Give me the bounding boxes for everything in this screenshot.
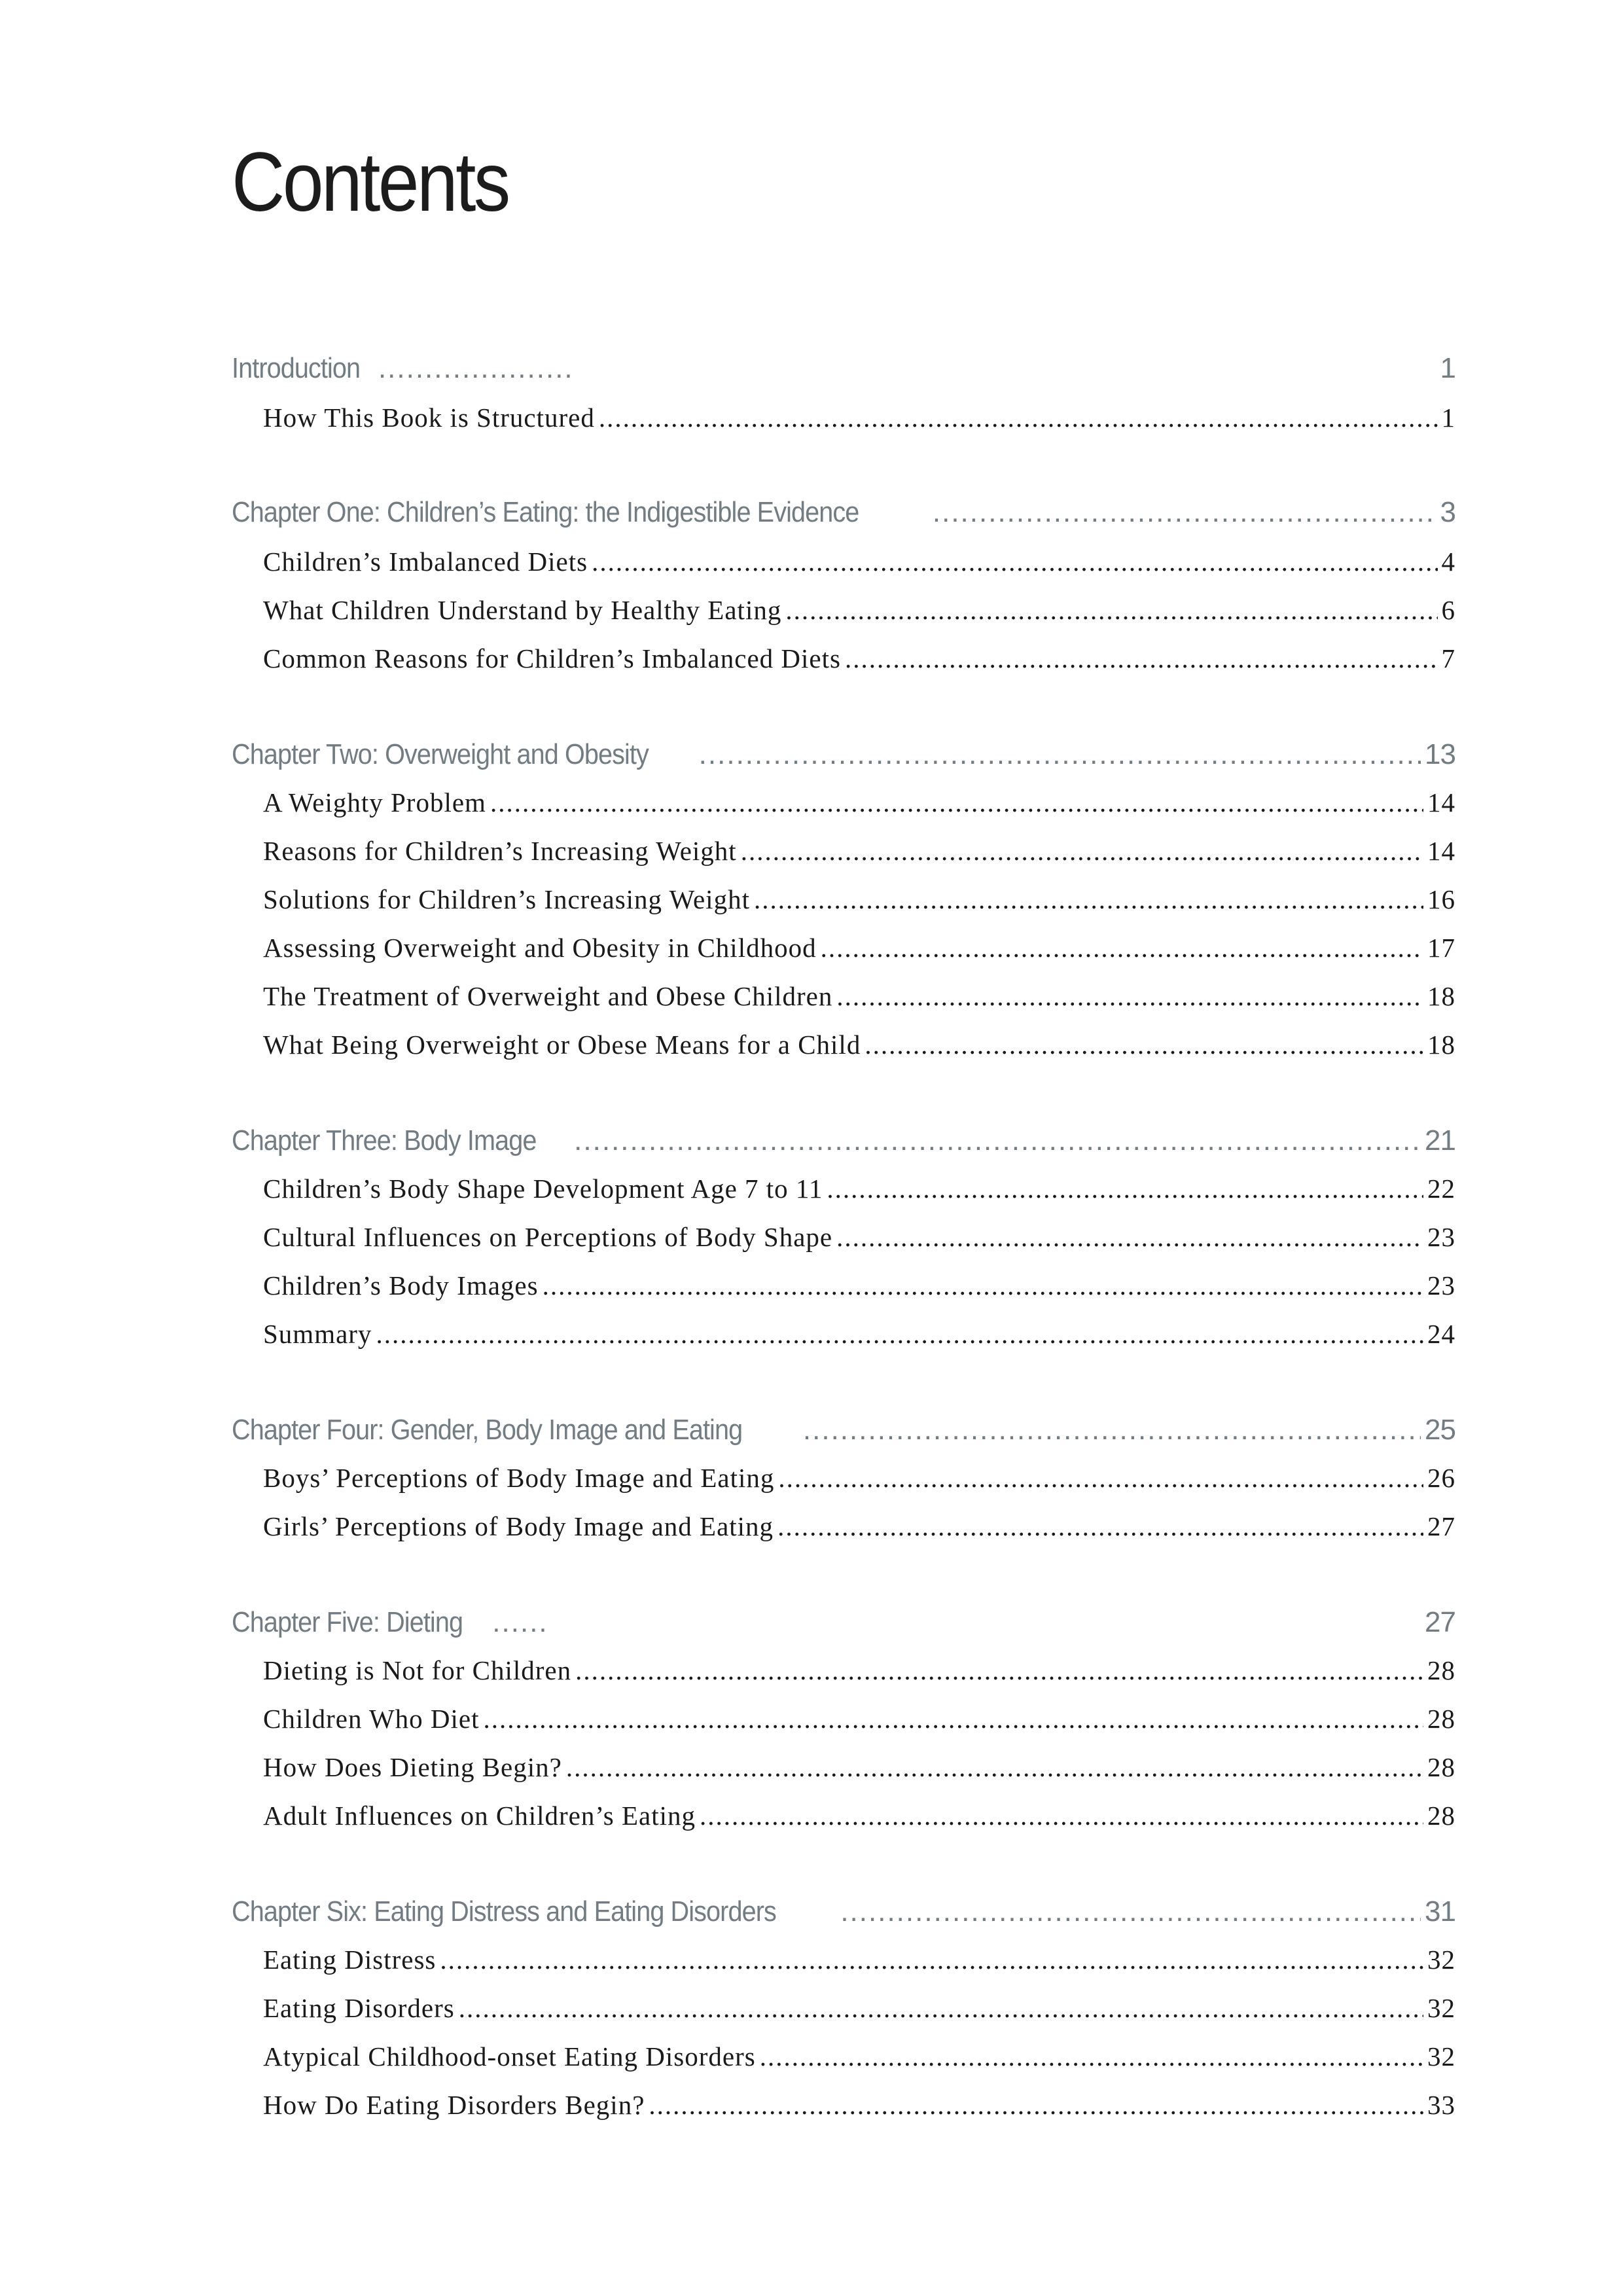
toc-leader-dots: [459, 1992, 1423, 2024]
toc-leader-dots: [599, 402, 1438, 433]
toc-chapter-five[interactable]: [232, 1606, 1455, 1652]
toc-chapter-six[interactable]: [232, 1895, 1455, 1941]
toc-entry-title: A Weighty Problem: [263, 787, 486, 817]
toc-page-number: 23: [1427, 1222, 1455, 1252]
toc-entry-title: Girls’ Perceptions of Body Image and Eating: [263, 1511, 774, 1541]
toc-leader-dots: [492, 1606, 548, 1639]
toc-section[interactable]: [263, 546, 1455, 592]
toc-section[interactable]: [263, 1703, 1455, 1749]
toc-leader-dots: [760, 2041, 1423, 2072]
toc-section[interactable]: [263, 1462, 1455, 1508]
toc-page-number: 1: [1441, 403, 1455, 433]
toc-entry-title: Adult Influences on Children’s Eating: [263, 1801, 696, 1831]
toc-entry-title: Chapter Six: Eating Distress and Eating Disorders: [232, 1895, 776, 1928]
toc-entry-title: Children’s Body Shape Development Age 7 to 11: [263, 1174, 823, 1204]
toc-page-number: 18: [1427, 1030, 1455, 1060]
toc-section[interactable]: [263, 1173, 1455, 1219]
toc-leader-dots: [777, 1511, 1423, 1542]
toc-section[interactable]: [263, 1270, 1455, 1316]
toc-entry-title: Cultural Influences on Perceptions of Body Shape: [263, 1222, 833, 1252]
toc-entry-title: Eating Distress: [263, 1945, 437, 1975]
toc-leader-dots: [575, 1655, 1423, 1686]
toc-page-number: 1: [1440, 352, 1455, 384]
toc-entry-title: Boys’ Perceptions of Body Image and Eating: [263, 1463, 775, 1493]
toc-section[interactable]: [263, 2041, 1455, 2087]
toc-chapter-one[interactable]: [232, 496, 1455, 542]
toc-page-number: 25: [1425, 1414, 1455, 1446]
toc-chapter-introduction[interactable]: [232, 352, 1455, 398]
toc-leader-dots: [933, 496, 1436, 529]
toc-page-number: 28: [1427, 1704, 1455, 1734]
toc-section[interactable]: [263, 980, 1455, 1026]
toc-leader-dots: [840, 1895, 1421, 1928]
toc-section[interactable]: [263, 884, 1455, 929]
toc-entry-title: Introduction: [232, 352, 361, 384]
toc-page-number: 32: [1427, 2041, 1455, 2072]
toc-section[interactable]: [263, 932, 1455, 978]
toc-leader-dots: [699, 738, 1421, 771]
toc-page-number: 21: [1425, 1124, 1455, 1157]
toc-leader-dots: [700, 1800, 1423, 1831]
toc-section[interactable]: [263, 643, 1455, 689]
toc-section[interactable]: [263, 1944, 1455, 1990]
toc-leader-dots: [827, 1173, 1423, 1204]
toc-page-number: 28: [1427, 1752, 1455, 1782]
toc-page-number: 28: [1427, 1655, 1455, 1685]
toc-leader-dots: [490, 787, 1423, 818]
toc-page-number: 13: [1425, 738, 1455, 770]
toc-leader-dots: [440, 1944, 1423, 1975]
toc-section[interactable]: [263, 1511, 1455, 1556]
toc-leader-dots: [754, 884, 1423, 915]
toc-leader-dots: [484, 1703, 1423, 1734]
toc-leader-dots: [836, 980, 1423, 1012]
toc-entry-title: Children’s Body Images: [263, 1270, 539, 1300]
toc-chapter-four[interactable]: [232, 1414, 1455, 1460]
toc-leader-dots: [376, 1318, 1423, 1350]
toc-leader-dots: [378, 352, 574, 385]
toc-page-number: 6: [1441, 595, 1455, 625]
toc-leader-dots: [778, 1462, 1423, 1494]
toc-entry-title: Chapter Two: Overweight and Obesity: [232, 738, 649, 770]
toc-page-number: 28: [1427, 1801, 1455, 1831]
toc-leader-dots: [543, 1270, 1423, 1301]
toc-leader-dots: [566, 1751, 1423, 1783]
toc-entry-title: Chapter One: Children’s Eating: the Indigestible Evidence: [232, 496, 859, 528]
toc-section[interactable]: [263, 2089, 1455, 2135]
toc-chapter-two[interactable]: [232, 738, 1455, 784]
toc-leader-dots: [649, 2089, 1423, 2121]
toc-leader-dots: [592, 546, 1437, 577]
toc-entry-title: Atypical Childhood-onset Eating Disorders: [263, 2041, 756, 2072]
toc-page-number: 31: [1425, 1895, 1455, 1928]
toc-page-number: 4: [1441, 547, 1455, 577]
toc-page-number: 32: [1427, 1945, 1455, 1975]
toc-page-number: 14: [1427, 787, 1455, 817]
toc-leader-dots: [741, 835, 1423, 867]
toc-entry-title: What Children Understand by Healthy Eating: [263, 595, 782, 625]
toc-entry-title: What Being Overweight or Obese Means for a Child: [263, 1030, 861, 1060]
toc-page-number: 16: [1427, 884, 1455, 914]
toc-page-number: 17: [1427, 933, 1455, 963]
toc-entry-title: The Treatment of Overweight and Obese Children: [263, 981, 833, 1011]
toc-entry-title: Chapter Five: Dieting: [232, 1606, 463, 1638]
toc-entry-title: Children Who Diet: [263, 1704, 480, 1734]
toc-entry-title: How This Book is Structured: [263, 403, 595, 433]
toc-section[interactable]: [263, 1221, 1455, 1267]
toc-section[interactable]: [263, 1992, 1455, 2038]
toc-entry-title: Common Reasons for Children’s Imbalanced Diets: [263, 643, 841, 673]
toc-leader-dots: [865, 1029, 1423, 1060]
toc-page-number: 18: [1427, 981, 1455, 1011]
toc-entry-title: Solutions for Children’s Increasing Weight: [263, 884, 750, 914]
toc-page-number: 27: [1427, 1511, 1455, 1541]
toc-leader-dots: [574, 1124, 1421, 1157]
toc-section[interactable]: [263, 1751, 1455, 1797]
toc-section[interactable]: [263, 787, 1455, 833]
toc-entry-title: How Does Dieting Begin?: [263, 1752, 562, 1782]
toc-section[interactable]: [263, 1318, 1455, 1364]
toc-page-number: 22: [1427, 1174, 1455, 1204]
toc-page-number: 14: [1427, 836, 1455, 866]
toc-leader-dots: [845, 643, 1438, 674]
table-of-contents: [232, 0, 1455, 2296]
toc-leader-dots: [836, 1221, 1423, 1253]
toc-section[interactable]: [263, 1655, 1455, 1700]
toc-page-number: 24: [1427, 1319, 1455, 1349]
toc-entry-title: Children’s Imbalanced Diets: [263, 547, 588, 577]
toc-entry-title: Dieting is Not for Children: [263, 1655, 572, 1685]
toc-page-number: 23: [1427, 1270, 1455, 1300]
toc-leader-dots: [785, 594, 1437, 626]
toc-page-number: 3: [1440, 496, 1455, 528]
toc-entry-title: Reasons for Children’s Increasing Weight: [263, 836, 737, 866]
toc-page-number: 7: [1441, 643, 1455, 673]
toc-section[interactable]: [263, 835, 1455, 881]
toc-leader-dots: [803, 1414, 1421, 1446]
toc-entry-title: Eating Disorders: [263, 1993, 455, 2023]
page-title: Contents: [232, 135, 508, 229]
toc-section[interactable]: [263, 1029, 1455, 1075]
toc-page-number: 26: [1427, 1463, 1455, 1493]
toc-section[interactable]: [263, 402, 1455, 448]
toc-entry-title: Assessing Overweight and Obesity in Childhood: [263, 933, 817, 963]
toc-page-number: 32: [1427, 1993, 1455, 2023]
toc-page-number: 27: [1425, 1606, 1455, 1638]
toc-leader-dots: [821, 932, 1423, 963]
toc-section[interactable]: [263, 1800, 1455, 1846]
toc-entry-title: Summary: [263, 1319, 372, 1349]
toc-chapter-three[interactable]: [232, 1124, 1455, 1170]
toc-entry-title: Chapter Four: Gender, Body Image and Eating: [232, 1414, 743, 1446]
toc-entry-title: Chapter Three: Body Image: [232, 1124, 537, 1157]
toc-page-number: 33: [1427, 2090, 1455, 2120]
toc-entry-title: How Do Eating Disorders Begin?: [263, 2090, 645, 2120]
toc-section[interactable]: [263, 594, 1455, 640]
